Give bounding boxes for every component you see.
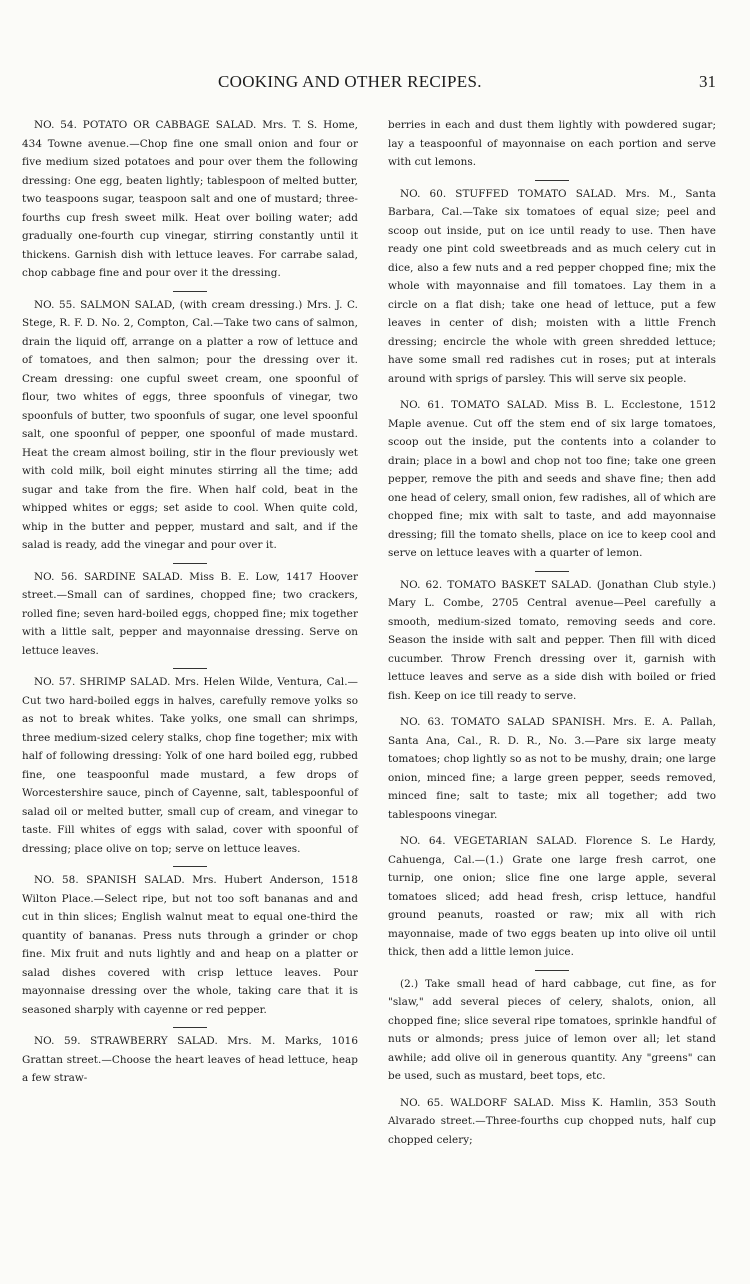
recipe-62 — [388, 571, 716, 706]
section-rule — [173, 866, 207, 867]
recipe-64-part-2 — [388, 970, 716, 1086]
section-rule — [173, 563, 207, 564]
recipe-59-continued — [388, 116, 716, 172]
recipe-59 — [22, 1027, 358, 1088]
recipe-text: NO. 61. TOMATO SALAD. Miss B. L. Ecclestone, 1512 Maple avenue. Cut off the stem end of six large tomatoes, scoop out the inside, put the contents into a colander to drain; place in a bowl and chop not too fine; take one green pepper, remove the pith and seeds and shave fine; then add one head of celery, small onion, few radishes, all of which are chopped fine; mix with salt to taste, and add mayonnaise dressing; fill the tomato shells, place on ice to keep cool and serve on lettuce leaves with a quarter of lemon. — [388, 399, 716, 559]
recipe-text: NO. 54. POTATO OR CABBAGE SALAD. Mrs. T. S. Home, 434 Towne avenue.—Chop fine one small onion and four or five medium sized potatoes and pour over them the following dressing: One egg, beaten lightly; tablespoon of melted butter, two teaspoons sugar, teaspoon salt and one of mustard; three-fourths cup fresh sweet milk. Heat over boiling water; add gradually one-fourth cup vinegar, stirring constantly until it thickens. Garnish dish with lettuce leaves. For carrabe salad, chop cabbage fine and pour over it the dressing. — [22, 119, 358, 279]
recipe-65 — [388, 1094, 716, 1150]
recipe-text: NO. 59. STRAWBERRY SALAD. Mrs. M. Marks, 1016 Grattan street.—Choose the heart leaves of head lettuce, heap a few straw- — [22, 1035, 358, 1084]
recipe-text: NO. 55. SALMON SALAD, (with cream dressing.) Mrs. J. C. Stege, R. F. D. No. 2, Compton, Cal.—Take two cans of salmon, drain the liquid off, arrange on a platter a row of lettuce and of tomatoes, and then salmon; pour the dressing over it. Cream dressing: one cupful sweet cream, one spoonful of flour, two whites of eggs, three spoonfuls of vinegar, two spoonfuls of butter, two spoonfuls of sugar, one level spoonful salt, one spoonful of pepper, one spoonful of made mustard. Heat the cream almost boiling, stir in the flour previously wet with cold milk, boil eight minutes stirring all the time; add sugar and take from the fire. When half cold, beat in the whipped whites or eggs; set aside to cool. When quite cold, whip in the butter and pepper, mustard and salt, and if the salad is ready, add the vinegar and pour over it. — [22, 298, 358, 551]
recipe-text: NO. 60. STUFFED TOMATO SALAD. Mrs. M., Santa Barbara, Cal.—Take six tomatoes of equal size; peel and scoop out inside, put on ice until ready to use. Then have ready one pint cold sweetbreads and as much celery cut in dice, also a few nuts and a red pepper chopped fine; mix the whole with mayonnaise and fill tomatoes. Lay them in a circle on a flat dish; take one head of lettuce, put a few leaves in center of dish; moisten with a little French dressing; encircle the whole with green shredded lettuce; have some small red radishes cut in roses; put at interals around with sprigs of parsley. This will serve six people. — [388, 187, 716, 385]
section-rule — [535, 571, 569, 572]
recipe-56 — [22, 563, 358, 661]
recipe-text: (2.) Take small head of hard cabbage, cut fine, as for "slaw," add several pieces of celery, shalots, onion, all chopped fine; slice several ripe tomatoes, sprinkle handful of nuts or almonds; press juice of lemon over all; let stand awhile; add olive oil in generous quantity. Any "greens" can be used, such as mustard, beet tops, etc. — [388, 977, 716, 1082]
recipe-61 — [388, 396, 716, 563]
page-header — [0, 72, 750, 96]
recipe-55 — [22, 291, 358, 555]
section-rule — [535, 180, 569, 181]
section-rule — [535, 970, 569, 971]
recipe-58 — [22, 866, 358, 1019]
recipe-text: NO. 56. SARDINE SALAD. Miss B. E. Low, 1417 Hoover street.—Small can of sardines, chopped fine; two crackers, rolled fine; seven hard-boiled eggs, chopped fine; mix together with a little salt, pepper and mayonnaise dressing. Serve on lettuce leaves. — [22, 570, 358, 657]
section-rule — [173, 1027, 207, 1028]
right-column — [388, 116, 716, 1149]
recipe-text: NO. 63. TOMATO SALAD SPANISH. Mrs. E. A. Pallah, Santa Ana, Cal., R. D. R., No. 3.—Pare six large meaty tomatoes; chop lightly so as not to be mushy, drain; one large onion, minced fine; a large green pepper, seeds removed, minced fine; salt to taste; mix all together; add two tablespoons vinegar. — [388, 716, 716, 821]
recipe-64 — [388, 832, 716, 962]
running-title: COOKING AND OTHER RECIPES. — [218, 72, 482, 91]
recipe-text: NO. 64. VEGETARIAN SALAD. Florence S. Le Hardy, Cahuenga, Cal.—(1.) Grate one large fresh carrot, one turnip, one onion; slice fine one large apple, several tomatoes sliced; add head fresh, crisp lettuce, handful ground peanuts, roasted or raw; mix all with rich mayonnaise, made of two eggs beaten up into olive oil until thick, then add a little lemon juice. — [388, 835, 716, 958]
recipe-text: berries in each and dust them lightly with powdered sugar; lay a teaspoonful of mayonnaise on each portion and serve with cut lemons. — [388, 119, 716, 168]
recipe-text: NO. 65. WALDORF SALAD. Miss K. Hamlin, 353 South Alvarado street.—Three-fourths cup chopped nuts, half cup chopped celery; — [388, 1096, 716, 1146]
page-number: 31 — [699, 72, 716, 91]
recipe-text: NO. 58. SPANISH SALAD. Mrs. Hubert Anderson, 1518 Wilton Place.—Select ripe, but not too soft bananas and and cut in thin slices; English walnut meat to equal one-third the quantity of bananas. Press nuts through a grinder or chop fine. Mix fruit and nuts lightly and and heap on a platter or salad dishes covered with crisp lettuce leaves. Pour mayonnaise dressing over the whole, taking care that it is seasoned sharply with cayenne or red pepper. — [22, 874, 358, 1016]
recipe-63 — [388, 713, 716, 824]
recipe-57 — [22, 668, 358, 858]
recipe-text: NO. 62. TOMATO BASKET SALAD. (Jonathan Club style.) Mary L. Combe, 2705 Central avenue—Peel carefully a smooth, medium-sized tomato, removing seeds and core. Season the inside with salt and pepper. Then fill with diced cucumber. Throw French dressing over it, garnish with lettuce leaves and serve as a side dish with boiled or fried fish. Keep on ice till ready to serve. — [388, 578, 716, 702]
recipe-text: NO. 57. SHRIMP SALAD. Mrs. Helen Wilde, Ventura, Cal.—Cut two hard-boiled eggs in halves, carefully remove yolks so as not to break whites. Take yolks, one small can shrimps, three medium-sized celery stalks, chop fine together; mix with half of following dressing: Yolk of one hard boiled egg, rubbed fine, one teaspoonful made mustard, a few drops of Worcestershire sauce, pinch of Cayenne, salt, tablespoonful of salad oil or melted butter, small cup of cream, and vinegar to taste. Fill whites of eggs with salad, cover with spoonful of dressing; place olive on top; serve on lettuce leaves. — [22, 676, 358, 855]
recipe-60 — [388, 180, 716, 389]
recipe-54 — [22, 116, 358, 283]
section-rule — [173, 291, 207, 292]
left-column — [22, 116, 358, 1088]
section-rule — [173, 668, 207, 669]
